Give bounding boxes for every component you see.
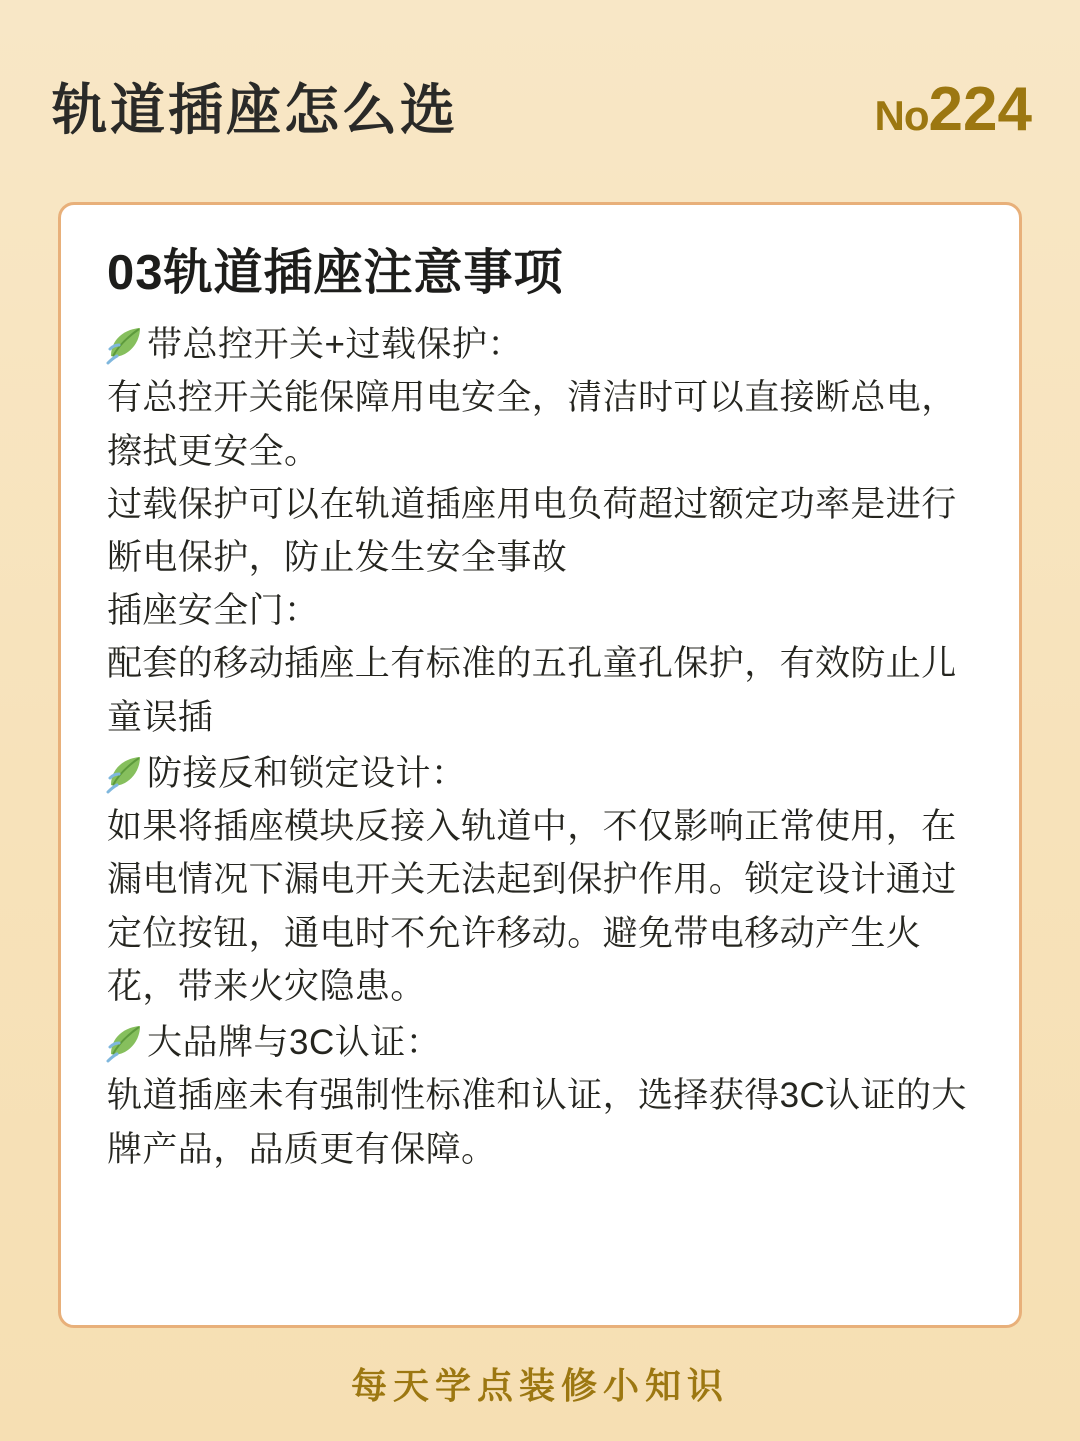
content-card [58,202,1022,1328]
footer-text: 每天学点装修小知识 [350,1365,729,1406]
section-1-lead-text: 带总控开关+过载保护： [147,324,523,364]
section-2-lead [105,748,975,801]
section-2 [105,748,975,1013]
section-2-paragraph-1: 如果将插座模块反接入轨道中，不仅影响正常使用，在漏电情况下漏电开关无法起到保护作用。锁定设计通过定位按钮，通电时不允许移动。避免带电移动产生火花，带来火灾隐患。 [107,807,957,1006]
card-title: 03轨道插座注意事项 [107,246,564,300]
section-3-lead-text: 大品牌与3C认证： [147,1022,442,1062]
section-1 [105,319,975,744]
section-3-paragraph-1: 轨道插座未有强制性标准和认证，选择获得3C认证的大牌产品，品质更有保障。 [107,1076,967,1169]
issue-number [874,75,1032,144]
section-3 [105,1017,975,1176]
section-1-sub-paragraph-1: 配套的移动插座上有标准的五孔童孔保护，有效防止儿童误插 [107,644,957,737]
issue-number-value: 224 [928,75,1032,144]
section-1-lead [105,319,975,372]
poster-header [52,62,1032,158]
section-2-lead-text: 防接反和锁定设计： [147,753,467,793]
section-1-paragraph-1: 有总控开关能保障用电安全，清洁时可以直接断总电，擦拭更安全。 [107,378,957,471]
leaf-icon [105,323,145,369]
section-1-paragraph-2: 过载保护可以在轨道插座用电负荷超过额定功率是进行断电保护，防止发生安全事故 [107,484,957,577]
issue-number-label: No [874,92,929,139]
leaf-icon [105,1021,145,1067]
leaf-icon [105,752,145,798]
poster-footer [0,1358,1080,1409]
section-1-sub-label: 插座安全门： [107,591,320,631]
section-3-lead [105,1017,975,1070]
page-title: 轨道插座怎么选 [52,78,459,141]
